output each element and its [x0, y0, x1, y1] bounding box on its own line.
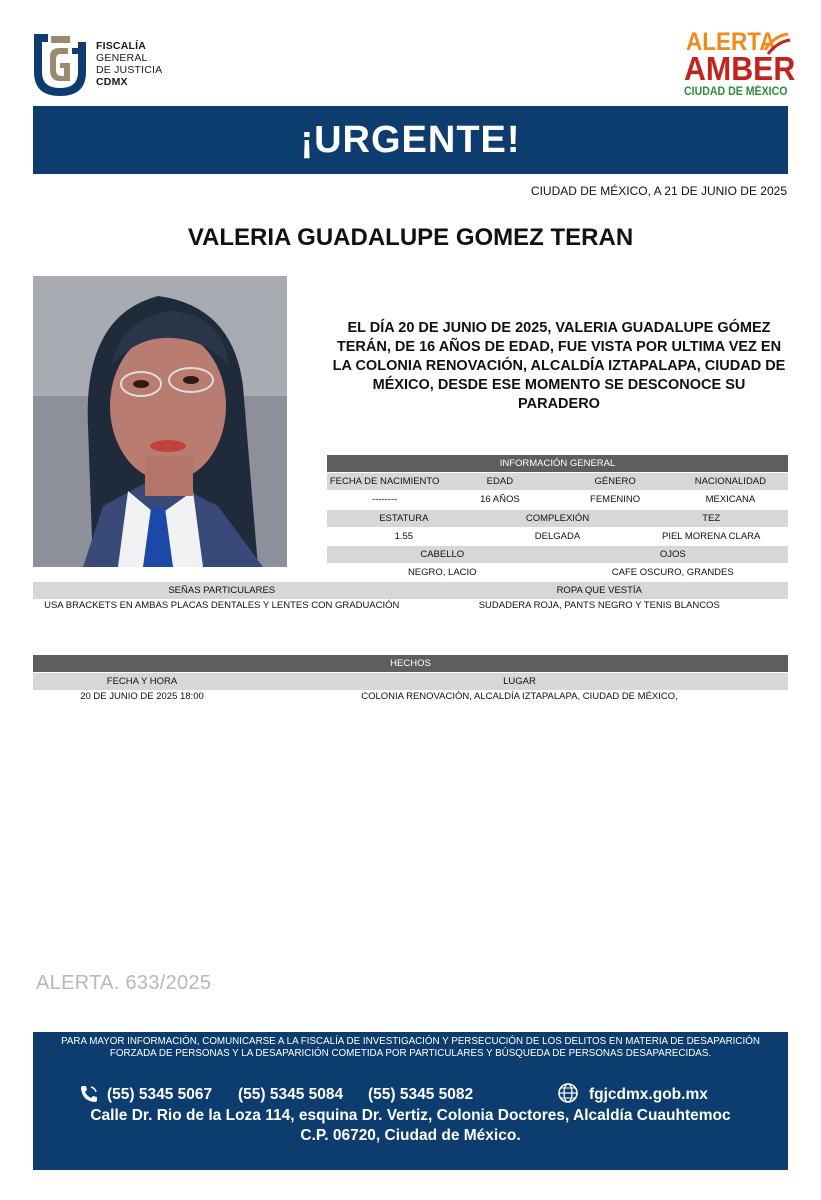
label-clothing: ROPA QUE VESTÍA	[556, 585, 642, 596]
person-name: VALERIA GUADALUPE GOMEZ TERAN	[187, 224, 634, 251]
fgj-name	[96, 40, 162, 88]
alerta-amber-logo	[682, 28, 796, 102]
label-build: COMPLEXIÓN	[525, 513, 590, 524]
value-birthdate: --------	[371, 494, 398, 505]
footer-info-line-1: PARA MAYOR INFORMACIÓN, COMUNICARSE A LA FISCALÍA DE INVESTIGACIÓN Y PERSECUCIÓN DE LOS DELITOS EN MATERIA DE DESAPARICIÓN	[61, 1036, 760, 1047]
label-distinguishing-marks: SEÑAS PARTICULARES	[168, 585, 276, 596]
info-row-3-headers	[327, 546, 788, 563]
label-date-time: FECHA Y HORA	[106, 676, 178, 687]
info-row-3-values	[327, 564, 788, 581]
label-gender: GÉNERO	[594, 476, 636, 487]
info-row-2-headers	[327, 510, 788, 527]
label-height: ESTATURA	[379, 513, 429, 524]
fgj-logo-icon	[34, 34, 94, 96]
facts-header: HECHOS	[33, 655, 788, 672]
label-place: LUGAR	[503, 676, 536, 687]
info-general-header: INFORMACIÓN GENERAL	[327, 455, 788, 472]
globe-icon	[557, 1082, 579, 1104]
date-line: CIUDAD DE MÉXICO, A 21 DE JUNIO DE 2025	[530, 184, 787, 198]
org-line-3: DE JUSTICIA	[96, 64, 163, 76]
value-build: DELGADA	[534, 531, 581, 542]
amber-line-1: ALERTA	[686, 28, 776, 56]
disappearance-description: EL DÍA 20 DE JUNIO DE 2025, VALERIA GUADALUPE GÓMEZ TERÁN, DE 16 AÑOS DE EDAD, FUE VISTA POR ULTIMA VEZ EN LA COLONIA RENOVACIÓN, ALCALDÍA IZTAPALAPA, CIUDAD DE MÉXICO, DESDE ESE MOMENTO SE DESCONOCE SU PARADERO	[332, 320, 786, 412]
phone-3[interactable]: (55) 5345 5082	[368, 1086, 474, 1103]
value-complexion: PIEL MORENA CLARA	[661, 531, 761, 542]
facts-row-values	[33, 688, 788, 705]
value-place: COLONIA RENOVACIÓN, ALCALDÍA IZTAPALAPA, CIUDAD DE MÉXICO,	[361, 691, 678, 702]
person-photo	[33, 276, 287, 567]
value-height: 1.55	[394, 531, 414, 542]
org-line-1: FISCALÍA	[96, 40, 147, 52]
label-nationality: NACIONALIDAD	[694, 476, 766, 487]
value-eyes: CAFE OSCURO, GRANDES	[611, 567, 734, 578]
value-age: 16 AÑOS	[480, 494, 520, 505]
urgent-banner: ¡URGENTE!	[33, 106, 788, 174]
label-eyes: OJOS	[659, 549, 686, 560]
label-hair: CABELLO	[420, 549, 465, 560]
org-line-4: CDMX	[96, 76, 128, 88]
footer-address	[33, 1106, 788, 1146]
address-line-2: C.P. 06720, Ciudad de México.	[300, 1127, 521, 1144]
footer-info	[33, 1036, 788, 1060]
value-nationality: MEXICANA	[705, 494, 756, 505]
info-row-4-values	[33, 597, 788, 614]
footer-info-line-2: FORZADA DE PERSONAS Y LA DESAPARICIÓN COMETIDA POR PARTICULARES Y BÚSQUEDA DE PERSONAS DESAPARECIDAS.	[109, 1048, 712, 1059]
value-gender: FEMENINO	[590, 494, 641, 505]
phone-1[interactable]: (55) 5345 5067	[107, 1086, 213, 1103]
address-line-1: Calle Dr. Rio de la Loza 114, esquina Dr. Vertiz, Colonia Doctores, Alcaldía Cuauhtemoc	[90, 1107, 731, 1124]
info-row-1-values	[327, 491, 788, 508]
value-distinguishing-marks: USA BRACKETS EN AMBAS PLACAS DENTALES Y LENTES CON GRADUACIÓN	[44, 600, 400, 611]
value-date-time: 20 DE JUNIO DE 2025 18:00	[80, 691, 204, 702]
label-complexion: TEZ	[702, 513, 721, 524]
amber-line-2: AMBER	[684, 50, 796, 87]
website-link[interactable]: fgjcdmx.gob.mx	[589, 1086, 708, 1103]
footer	[33, 1032, 788, 1170]
info-row-1-headers	[327, 473, 788, 490]
value-clothing: SUDADERA ROJA, PANTS NEGRO Y TENIS BLANCOS	[478, 600, 720, 611]
alert-number: ALERTA. 633/2025	[36, 972, 212, 994]
value-hair: NEGRO, LACIO	[407, 567, 477, 578]
amber-line-3: CIUDAD DE MÉXICO	[684, 86, 788, 98]
info-row-2-values	[327, 528, 788, 545]
phone-2[interactable]: (55) 5345 5084	[238, 1086, 344, 1103]
org-line-2: GENERAL	[96, 52, 148, 64]
label-birthdate: FECHA DE NACIMIENTO	[329, 476, 440, 487]
phone-icon	[79, 1084, 99, 1104]
label-age: EDAD	[486, 476, 514, 487]
